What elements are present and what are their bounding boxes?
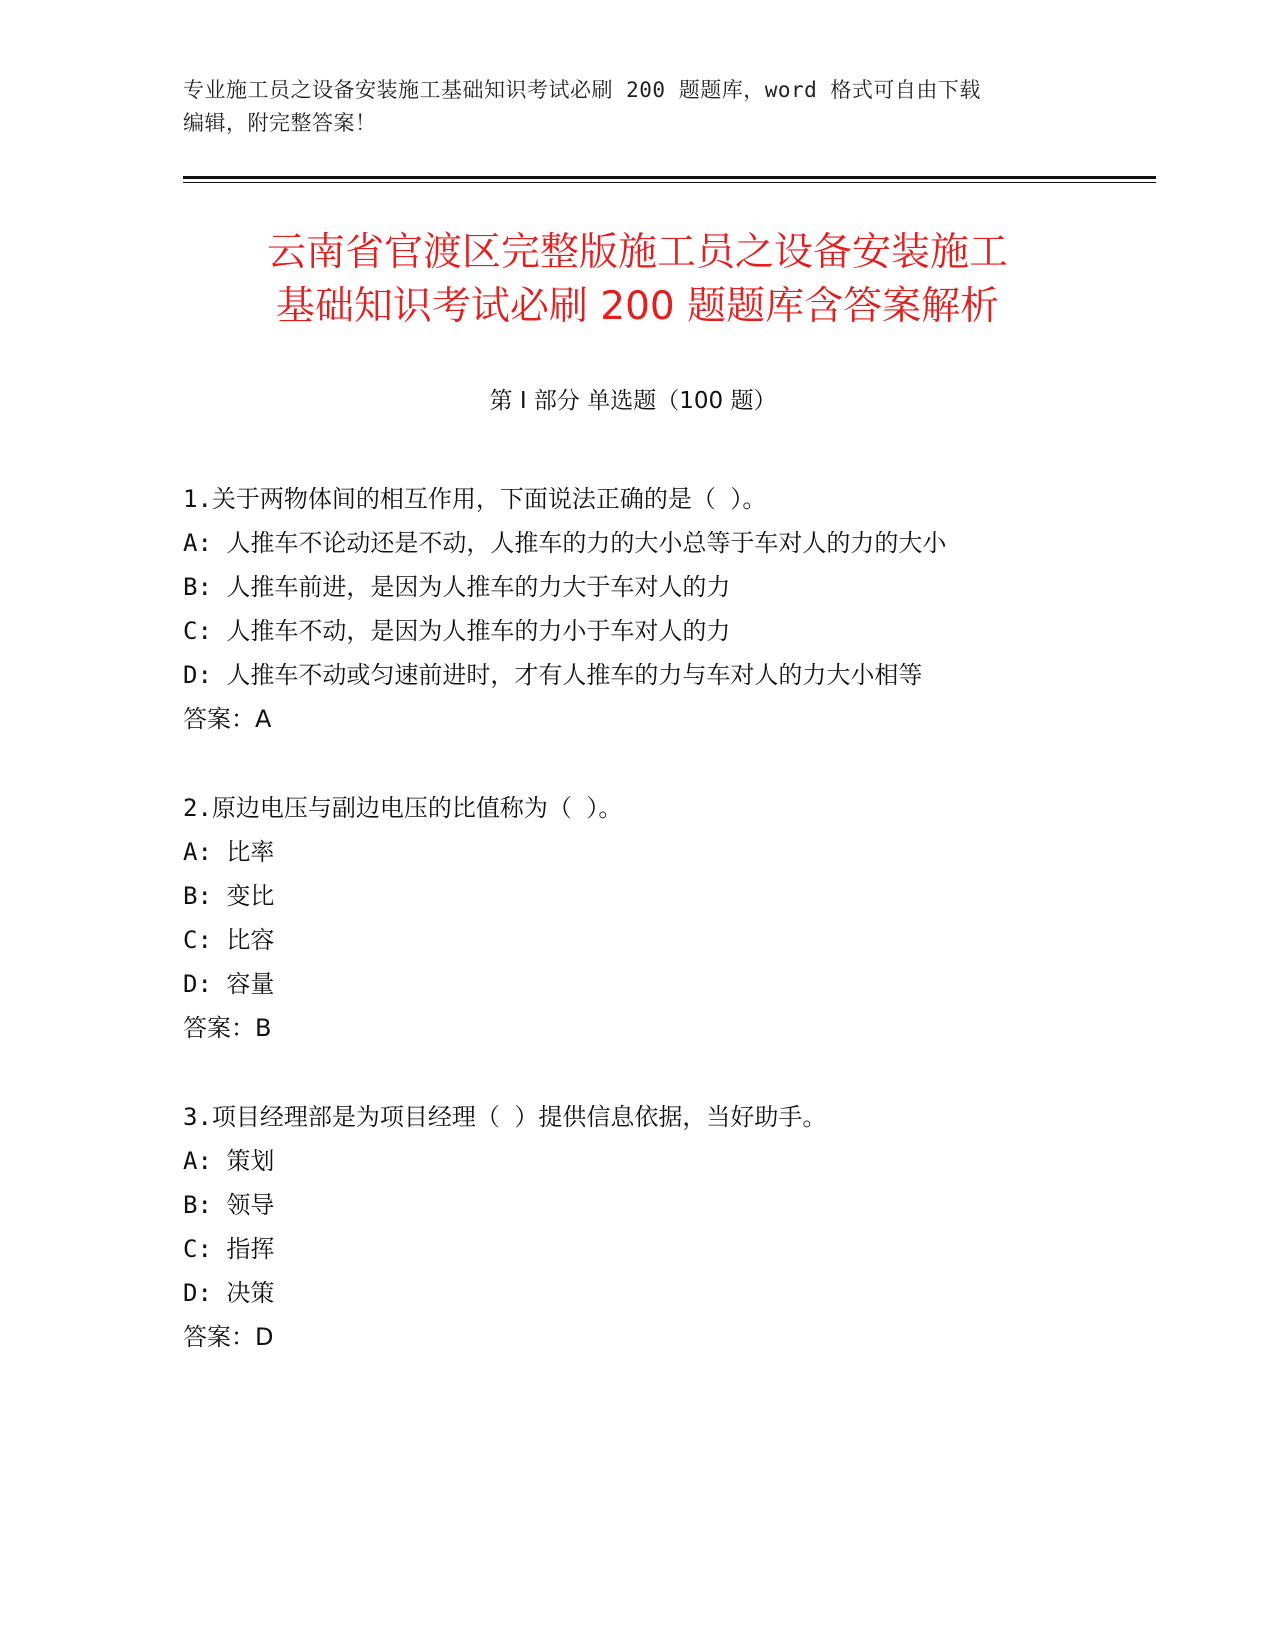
answer-line: 答案：D	[183, 1323, 274, 1351]
header-note-line-2: 编辑，附完整答案！	[183, 111, 377, 135]
header-note-line-1: 专业施工员之设备安装施工基础知识考试必刷 200 题题库，word 格式可自由下载	[183, 78, 981, 102]
option-a: A: 策划	[183, 1147, 275, 1175]
option-b: B: 变比	[183, 882, 275, 910]
question-stem: 2.原边电压与副边电压的比值称为（ ）。	[183, 794, 623, 822]
question-stem: 1.关于两物体间的相互作用，下面说法正确的是（ ）。	[183, 485, 767, 513]
document-title-line-2: 基础知识考试必刷 200 题题库含答案解析	[275, 284, 1000, 329]
option-d: D: 决策	[183, 1279, 275, 1307]
option-c: C: 人推车不动，是因为人推车的力小于车对人的力	[183, 617, 731, 645]
document-title-line-1: 云南省官渡区完整版施工员之设备安装施工	[266, 230, 1008, 275]
header-divider-thick	[183, 176, 1156, 179]
option-c: C: 指挥	[183, 1235, 275, 1263]
option-d: D: 容量	[183, 970, 275, 998]
option-a: A: 比率	[183, 838, 275, 866]
answer-line: 答案：A	[183, 705, 272, 733]
document-title	[170, 226, 1105, 334]
question-item	[183, 1095, 1083, 1359]
option-b: B: 领导	[183, 1191, 275, 1219]
question-list	[183, 477, 1083, 1404]
answer-line: 答案：B	[183, 1014, 272, 1042]
option-d: D: 人推车不动或匀速前进时，才有人推车的力与车对人的力大小相等	[183, 661, 923, 689]
question-item	[183, 477, 1083, 741]
option-c: C: 比容	[183, 926, 275, 954]
question-item	[183, 786, 1083, 1050]
option-a: A: 人推车不论动还是不动，人推车的力的大小总等于车对人的力的大小	[183, 529, 947, 557]
option-b: B: 人推车前进，是因为人推车的力大于车对人的力	[183, 573, 731, 601]
header-note	[183, 74, 1083, 140]
section-heading: 第 I 部分 单选题（100 题）	[489, 388, 777, 414]
question-stem: 3.项目经理部是为项目经理（ ）提供信息依据，当好助手。	[183, 1103, 827, 1131]
header-divider-thin	[183, 182, 1156, 183]
